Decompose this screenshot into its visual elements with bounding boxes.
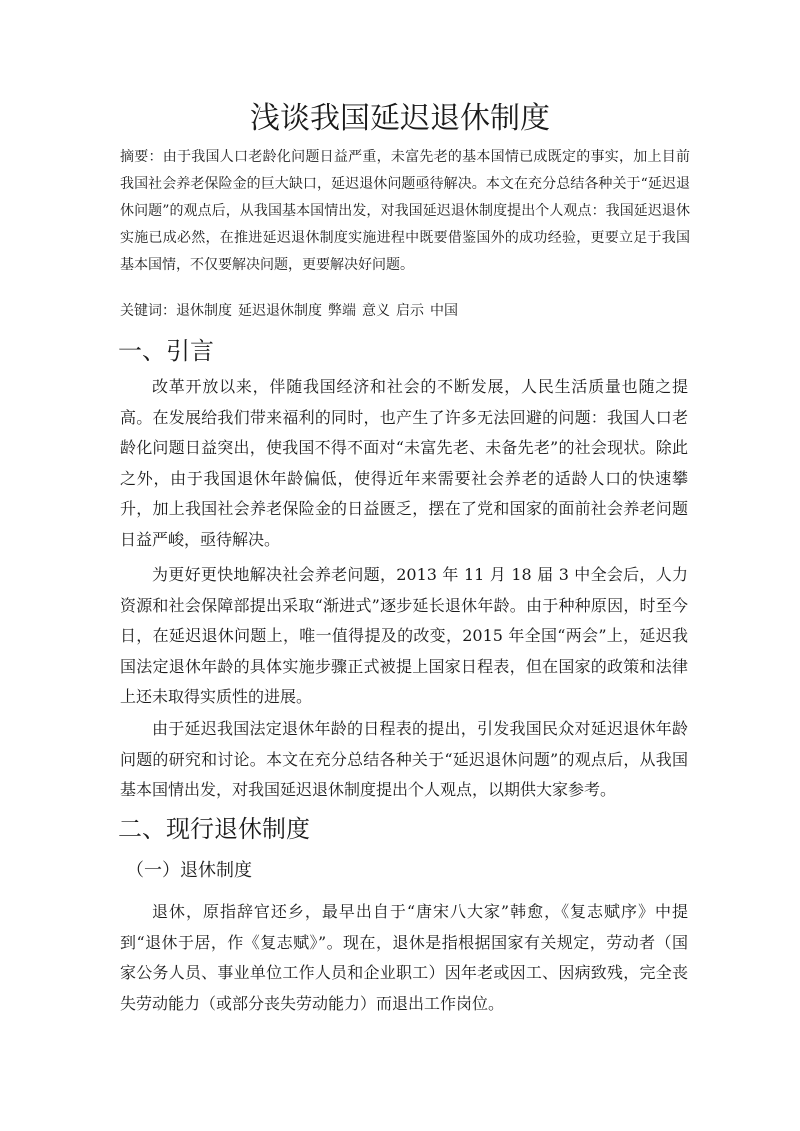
- abstract: 摘要：由于我国人口老龄化问题日益严重，未富先老的基本国情已成既定的事实，加上目前我国社会养老保险金的巨大缺口，延迟退休问题亟待解决。本文在充分总结各种关于“延迟退休问题”的观点后，从我国基本国情出发，对我国延迟退休制度提出个人观点：我国延迟退休实施已成必然，在推进延迟退休制度实施进程中既要借鉴国外的成功经验，更要立足于我国基本国情，不仅要解决问题，更要解决好问题。: [120, 149, 690, 273]
- keyword: 退休制度: [176, 303, 232, 319]
- section-heading-retirement-system: 二、现行退休制度: [118, 815, 310, 843]
- subsection-heading: （一）退休制度: [126, 860, 252, 881]
- paragraph: 由于延迟我国法定退休年龄的日程表的提出，引发我国民众对延迟退休年龄问题的研究和讨论。本文在充分总结各种关于“延迟退休问题”的观点后，从我国基本国情出发，对我国延迟退休制度提出个人观点，以期供大家参考。: [120, 719, 688, 799]
- keyword: 弊端: [328, 303, 356, 319]
- keyword: 意义: [362, 303, 390, 319]
- keywords-label: 关键词：: [120, 303, 176, 319]
- keyword: 延迟退休制度: [238, 303, 322, 319]
- paragraph: 为更好更快地解决社会养老问题，2013 年 11 月 18 届 3 中全会后，人力资源和社会保障部提出采取“渐进式”逐步延长退休年龄。由于种种原因，时至今日，在延迟退休问题上，唯一值得提及的改变，2015 年全国“两会”上，延迟我国法定退休年龄的具体实施步骤正式被提上国家日程表，但在国家的政策和法律上还未取得实质性的进展。: [120, 565, 688, 706]
- paragraph: 退休，原指辞官还乡，最早出自于“唐宋八大家”韩愈，《复志赋序》中提到“退休于居，作《复志赋》”。现在，退休是指根据国家有关规定，劳动者（国家公务人员、事业单位工作人员和企业职工）因年老或因工、因病致残，完全丧失劳动能力（或部分丧失劳动能力）而退出工作岗位。: [120, 902, 688, 1013]
- paragraph: 改革开放以来，伴随我国经济和社会的不断发展，人民生活质量也随之提高。在发展给我们带来福利的同时，也产生了许多无法回避的问题：我国人口老龄化问题日益突出，使我国不得不面对“未富先老、未备先老”的社会现状。除此之外，由于我国退休年龄偏低，使得近年来需要社会养老的适龄人口的快速攀升，加上我国社会养老保险金的日益匮乏，摆在了党和国家的面前社会养老问题日益严峻，亟待解决。: [120, 377, 688, 549]
- section-heading-introduction: 一、引言: [118, 337, 214, 365]
- page-title: 浅谈我国延迟退休制度: [250, 101, 550, 136]
- keywords: [120, 298, 690, 325]
- keyword: 中国: [430, 303, 458, 319]
- keyword: 启示: [396, 303, 424, 319]
